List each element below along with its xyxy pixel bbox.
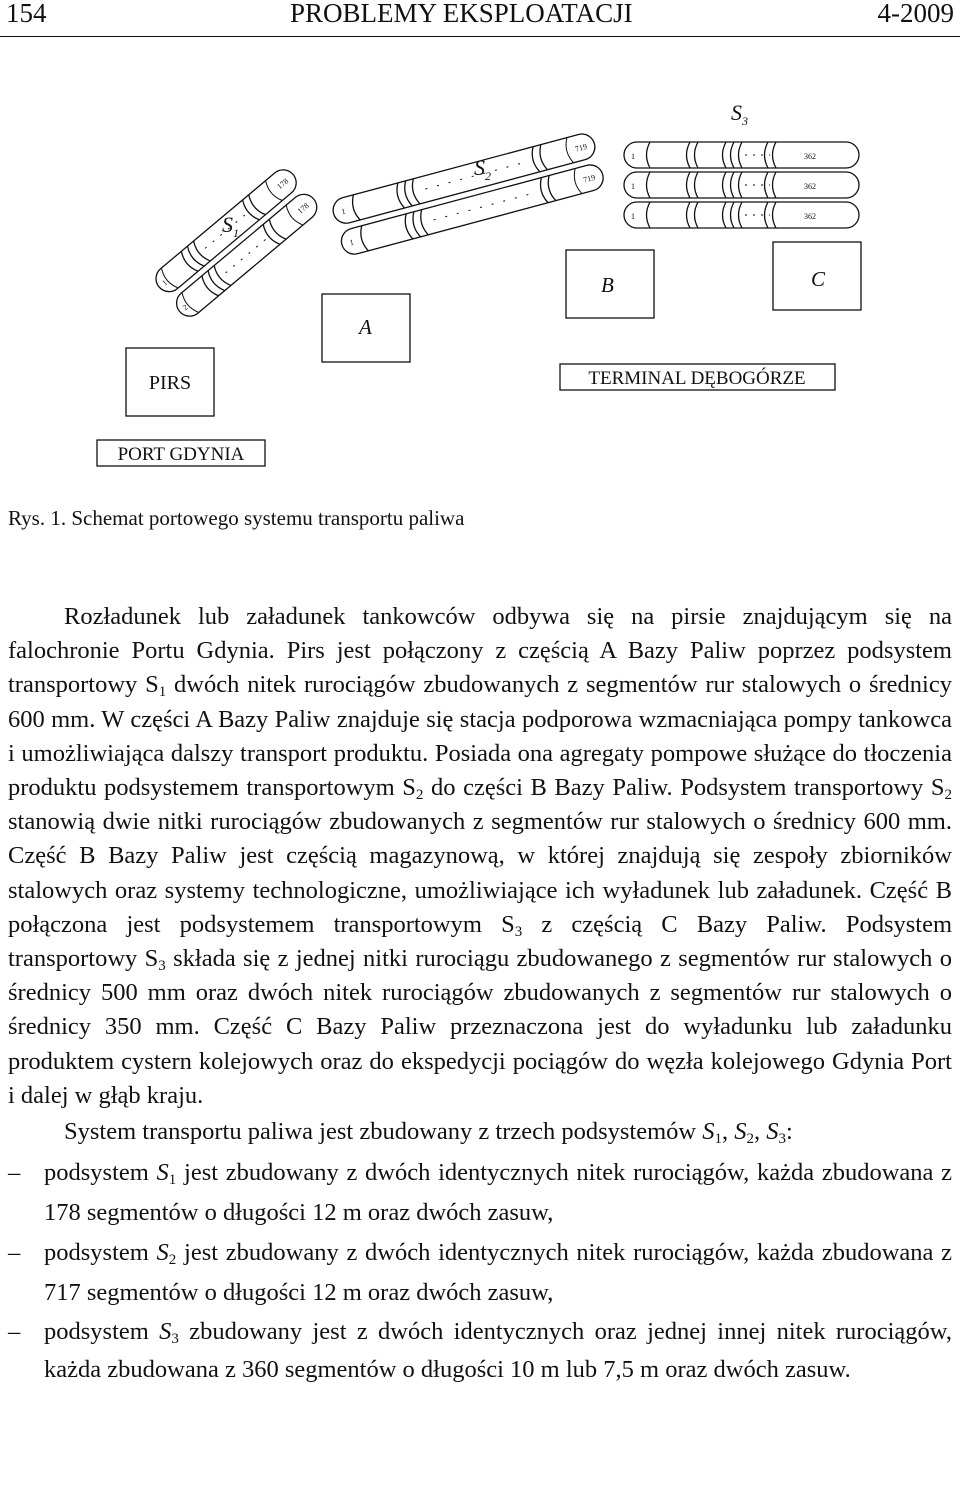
header-rule [0, 36, 960, 37]
s1-seg-start-upper: 1 [160, 278, 170, 288]
figure-port-fuel-system [0, 40, 960, 490]
label-s3: $S_3$ [731, 100, 748, 128]
label-part-c: C [811, 267, 826, 291]
s3-seg-start-middle: 1 [631, 182, 635, 191]
s3-seg-start-top: 1 [631, 152, 635, 161]
pipeline-s3-bottom [624, 202, 859, 228]
list-item: – podsystem $S_3$ zbudowany jest z dwóch identycznych oraz jednej innej nitek rurociągów, każda zbudowana z 360 segmentów o długości 10 m lub 7,5 m oraz dwóch zasuw. [8, 1318, 952, 1384]
label-terminal: TERMINAL DĘBOGÓRZE [588, 368, 806, 389]
s3-seg-start-bottom: 1 [631, 212, 635, 221]
s3-seg-end-top: 362 [804, 152, 816, 161]
issue-number: 4-2009 [877, 0, 954, 28]
pipeline-s3 [624, 142, 859, 228]
s2-seg-start-lower: 1 [348, 237, 355, 248]
figure-caption: Rys. 1. Schemat portowego systemu transportu paliwa [8, 506, 465, 530]
s1-seg-start-lower: 2 [180, 302, 190, 313]
label-s2: $S_2$ [474, 155, 491, 183]
s2-seg-end-lower: 719 [582, 172, 597, 185]
label-pirs: PIRS [148, 372, 192, 394]
s1-seg-end-upper: 178 [275, 176, 291, 192]
pipeline-s3-top [624, 142, 859, 168]
label-part-a: A [359, 315, 372, 339]
s3-seg-end-bottom: 362 [804, 212, 816, 221]
s3-seg-end-middle: 362 [804, 182, 816, 191]
pipeline-s2-upper [330, 131, 598, 226]
journal-title: PROBLEMY EKSPLOATACJI [290, 0, 633, 28]
s2-seg-start-upper: 1 [340, 206, 347, 217]
s1-seg-end-lower: 178 [295, 201, 311, 216]
pipeline-s1 [151, 165, 322, 322]
paragraph-2: System transportu paliwa jest zbudowany z trzech podsystemów $S_1$, $S_2$, $S_3$: [64, 1118, 793, 1148]
list-item: – podsystem $S_2$ jest zbudowany z dwóch identycznych nitek rurociągów, każda zbudowana z 717 segmentów o długości 12 m oraz dwóch zasuw, [8, 1239, 953, 1307]
label-port-gdynia: PORT GDYNIA [117, 444, 245, 465]
page-header [0, 0, 960, 40]
s2-seg-end-upper: 719 [574, 141, 588, 154]
page-number: 154 [6, 0, 47, 28]
article-body [8, 600, 952, 1389]
paragraph-1: Rozładunek lub załadunek tankowców odbywa się na pirsie znajdującym się na falochronie Portu Gdynia. Pirs jest połączony z częścią A Bazy Paliw poprzez podsystem transportowy $S_1$ dwóch nitek rurociągów zbudowanych z segmentów rur stalowych o średnicy 600 mm. W części A Bazy Paliw znajduje się stacja podporowa wzmacniająca pompy tankowca i umożliwiająca dalszy transport produktu. Posiada ona agregaty pompowe służące do tłoczenia produktu podsystemem transportowym $S_2$ do części B Bazy Paliw. Podsystem transportowy $S_2$ stanowią dwie nitki rurociągów zbudowanych z segmentów rur stalowych o średnicy 600 mm. Część B Bazy Paliw jest częścią magazynową, w której znajdują się zespoły zbiorników stalowych oraz systemy technologiczne, umożliwiające ich wyładunek lub załadunek. Część B połączona jest podsystemem transportowym $S_3$ z częścią C Bazy Paliw. Podsystem transportowy $S_3$ składa się z jednej nitki rurociągu zbudowanego z segmentów rur stalowych o średnicy 500 mm oraz dwóch nitek rurociągów zbudowanych z segmentów rur stalowych o średnicy 350 mm. Część C Bazy Paliw przeznaczona jest do wyładunku lub załadunku produktem cystern kolejowych oraz do ekspedycji pociągów do węzła kolejowego Gdynia Port i dalej w głąb kraju. [8, 603, 953, 1109]
list-item: – podsystem $S_1$ jest zbudowany z dwóch identycznych nitek rurociągów, każda zbudowana z 178 segmentów o długości 12 m oraz dwóch zasuw, [8, 1159, 953, 1227]
label-part-b: B [601, 273, 614, 297]
pipeline-s3-middle [624, 172, 859, 198]
label-s1: $S_1$ [222, 212, 239, 240]
pipeline-s2 [330, 131, 606, 257]
subsystem-list [8, 1153, 952, 1389]
